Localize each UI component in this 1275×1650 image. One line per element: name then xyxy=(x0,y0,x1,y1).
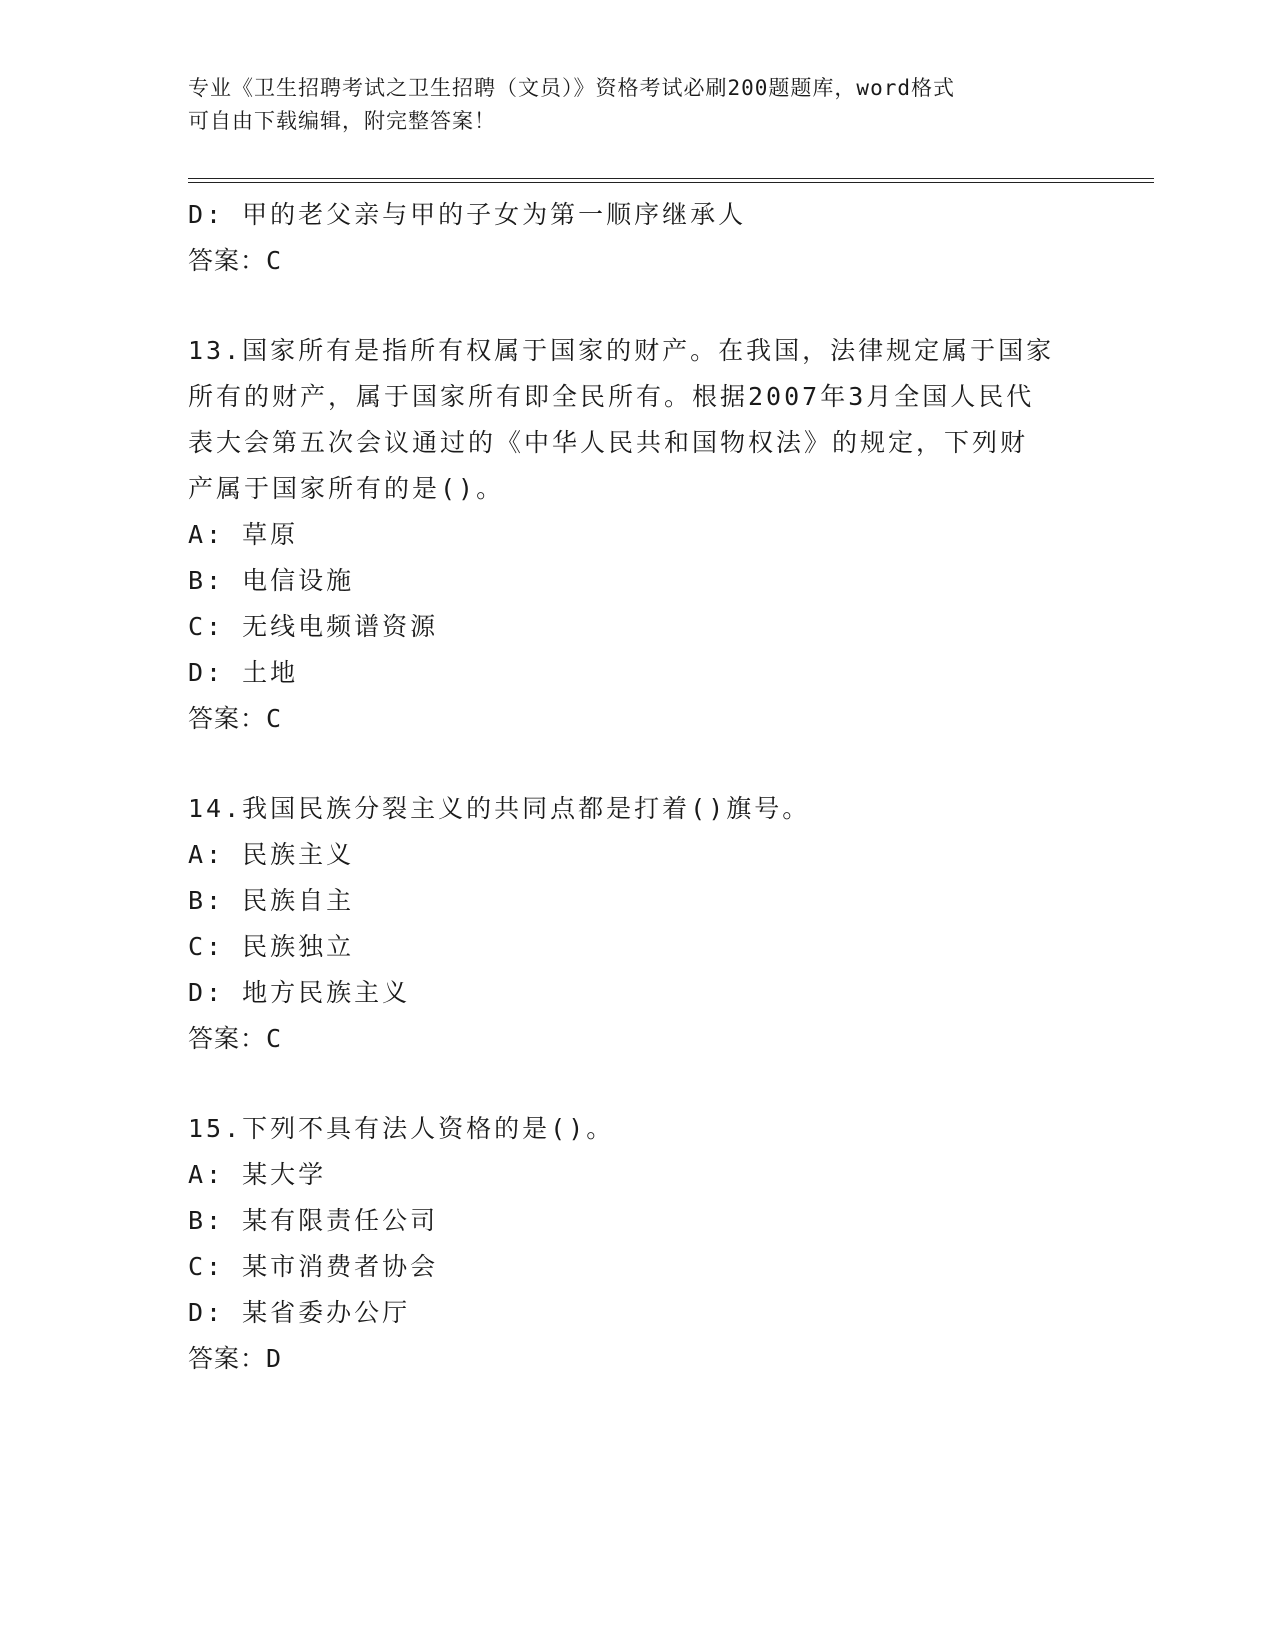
answer: 答案：C xyxy=(188,704,283,733)
question-text: 15.下列不具有法人资格的是()。 xyxy=(188,1114,615,1143)
spacer xyxy=(188,284,1088,328)
option-d: D: 甲的老父亲与甲的子女为第一顺序继承人 xyxy=(188,200,747,229)
question-12-fragment xyxy=(188,192,1088,284)
option-d: D: 土地 xyxy=(188,658,299,687)
option-a: A: 某大学 xyxy=(188,1160,327,1189)
answer: 答案：D xyxy=(188,1344,283,1373)
option-a: A: 民族主义 xyxy=(188,840,355,869)
option-b: B: 某有限责任公司 xyxy=(188,1206,439,1235)
question-text: 表大会第五次会议通过的《中华人民共和国物权法》的规定，下列财 xyxy=(188,428,1029,457)
option-a: A: 草原 xyxy=(188,520,299,549)
header-divider xyxy=(188,178,1154,183)
option-c: C: 无线电频谱资源 xyxy=(188,612,439,641)
question-14 xyxy=(188,786,1088,1062)
question-text: 所有的财产，属于国家所有即全民所有。根据2007年3月全国人民代 xyxy=(188,382,1035,411)
header-line-2: 可自由下载编辑，附完整答案！ xyxy=(188,109,496,133)
question-text: 13.国家所有是指所有权属于国家的财产。在我国，法律规定属于国家 xyxy=(188,336,1055,365)
option-d: D: 地方民族主义 xyxy=(188,978,411,1007)
question-text: 14.我国民族分裂主义的共同点都是打着()旗号。 xyxy=(188,794,811,823)
question-text: 产属于国家所有的是()。 xyxy=(188,474,505,503)
header-line-1: 专业《卫生招聘考试之卫生招聘（文员）》资格考试必刷200题题库，word格式 xyxy=(188,76,955,100)
document-header xyxy=(188,72,1088,138)
option-c: C: 某市消费者协会 xyxy=(188,1252,439,1281)
answer: 答案：C xyxy=(188,1024,283,1053)
option-b: B: 电信设施 xyxy=(188,566,355,595)
question-13 xyxy=(188,328,1088,742)
option-d: D: 某省委办公厅 xyxy=(188,1298,411,1327)
option-b: B: 民族自主 xyxy=(188,886,355,915)
question-15 xyxy=(188,1106,1088,1382)
document-body xyxy=(188,192,1088,1382)
spacer xyxy=(188,742,1088,786)
spacer xyxy=(188,1062,1088,1106)
answer: 答案：C xyxy=(188,246,283,275)
option-c: C: 民族独立 xyxy=(188,932,355,961)
